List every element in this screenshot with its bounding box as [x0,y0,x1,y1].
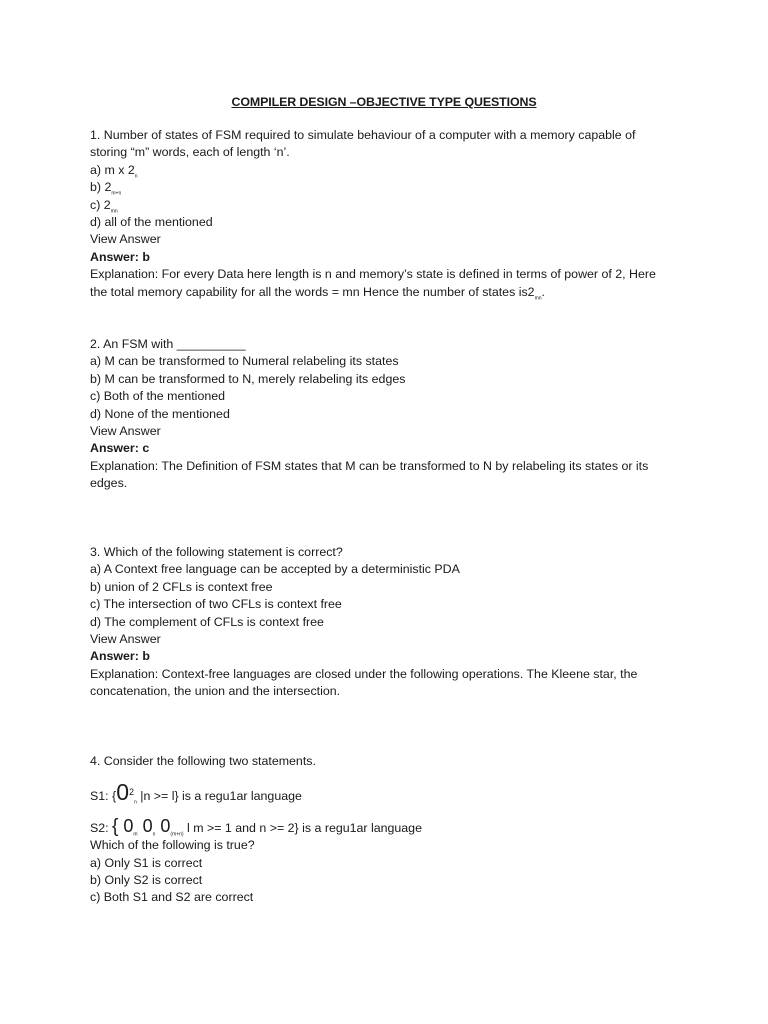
option-b: b) Only S2 is correct [90,873,203,887]
question-text: 1. Number of states of FSM required to simulate behaviour of a computer with a memory capable of [90,128,636,142]
statement-s1: S1: {$0^2_n$ |n >= l} is a regu1ar language [90,779,302,806]
question-text: 4. Consider the following two statements. [90,754,316,768]
option-d: d) all of the mentioned [90,215,213,230]
option-a: a) A Context free language can be accepted by a deterministic PDA [90,562,460,577]
option-b: b) $2_{m+n}$ [90,180,122,197]
option-c: c) $2_{mn}$ [90,197,118,215]
explanation: the total memory capability for all the words = mn Hence the number of states $is2_{mn}$. [90,284,545,302]
option-a: a) Only S1 is correct [90,855,203,870]
option-a: a) M can be transformed to Numeral relabeling its states [90,354,399,369]
document-title: COMPILER DESIGN –OBJECTIVE TYPE QUESTIONS [231,95,537,109]
explanation: Explanation: The Definition of FSM states that M can be transformed to N by relabeling its states or its [90,458,649,473]
answer: Answer: b [90,649,150,664]
option-a: a) m x $2_n$ [90,162,138,180]
view-answer-link[interactable]: View Answer [90,424,161,439]
option-d: d) The complement of CFLs is context free [90,614,324,629]
answer: Answer: b [90,249,150,264]
option-c: c) Both S1 and S2 are correct [90,890,254,905]
explanation: Explanation: For every Data here length is n and memory’s state is defined in terms of power of 2, Here [90,267,656,282]
question-4 [90,753,680,907]
explanation: edges. [90,476,128,491]
question-text: 2. An FSM with __________ [90,337,246,351]
question-3 [90,544,680,701]
answer: Answer: c [90,441,150,456]
question-2 [90,336,680,493]
view-answer-link[interactable]: View Answer [90,632,161,647]
option-d: d) None of the mentioned [90,406,230,421]
view-answer-link[interactable]: View Answer [90,232,161,247]
question-text: storing “m” words, each of length ‘n’. [90,145,290,160]
option-b: b) M can be transformed to N, merely relabeling its edges [90,371,406,386]
option-b: b) union of 2 CFLs is context free [90,579,273,594]
statement-s2: S2: { $0_m$ $0_n$ $0_{(m+n)}$ l m >= 1 and n >= 2} is a regu1ar language [90,815,422,838]
question-1 [90,127,680,301]
question-text: 3. Which of the following statement is correct? [90,545,343,559]
explanation: concatenation, the union and the intersection. [90,684,341,699]
option-c: c) Both of the mentioned [90,389,226,404]
option-c: c) The intersection of two CFLs is context free [90,597,342,612]
question-text: Which of the following is true? [90,838,255,853]
explanation: Explanation: Context-free languages are closed under the following operations. The Kleene star, the [90,666,638,681]
